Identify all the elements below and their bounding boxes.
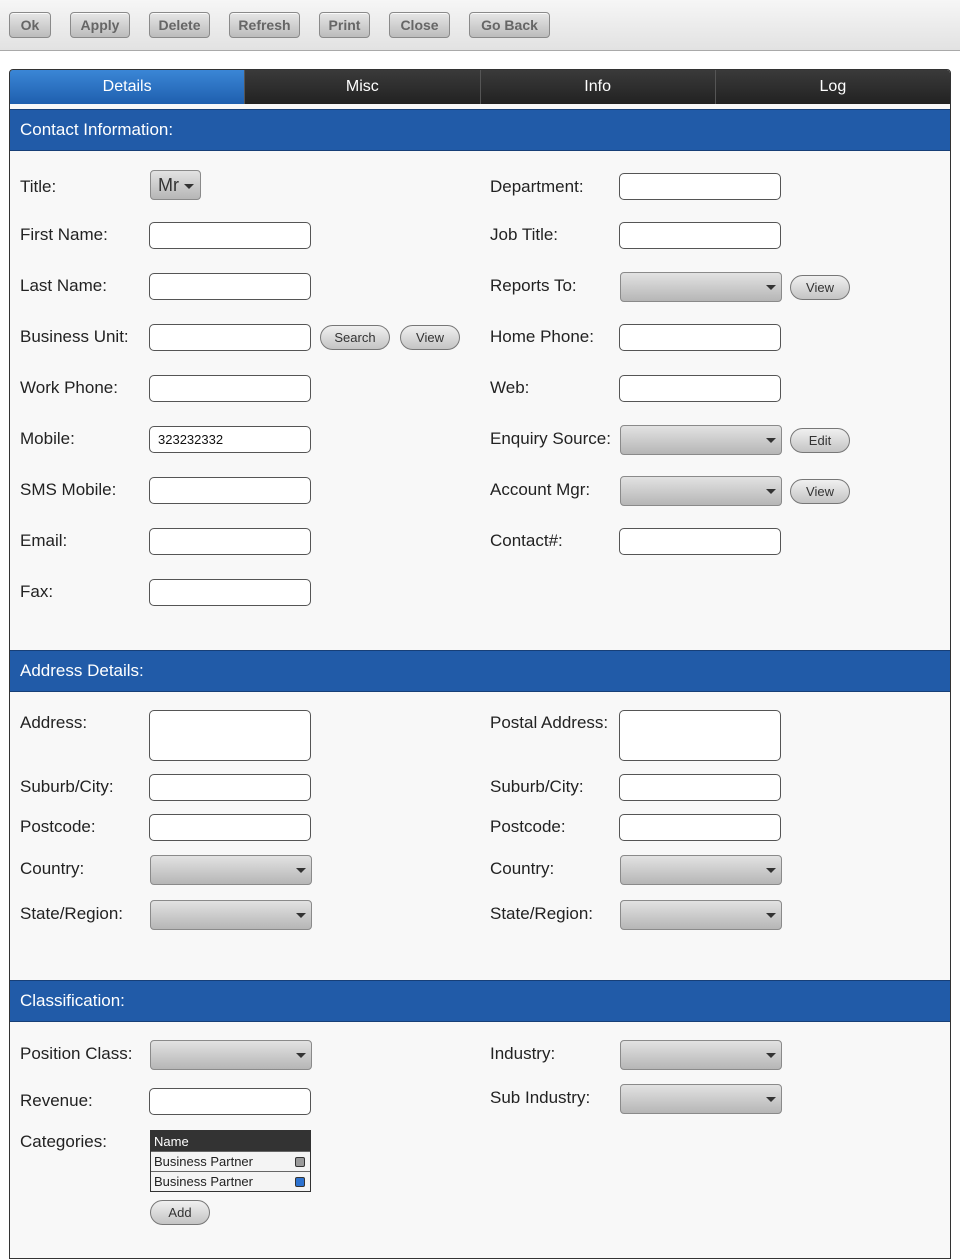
sub-industry-label: Sub Industry: bbox=[490, 1088, 591, 1107]
print-button[interactable]: Print bbox=[319, 12, 370, 38]
postal-suburb-city-label: Suburb/City: bbox=[490, 777, 584, 796]
postcode-label: Postcode: bbox=[20, 817, 96, 836]
email-field[interactable] bbox=[149, 528, 311, 555]
chevron-down-icon bbox=[766, 913, 776, 918]
refresh-button[interactable]: Refresh bbox=[229, 12, 300, 38]
delete-button[interactable]: Delete bbox=[149, 12, 210, 38]
revenue-field[interactable] bbox=[149, 1088, 311, 1115]
business-unit-label: Business Unit: bbox=[20, 327, 129, 346]
contact-number-label: Contact#: bbox=[490, 531, 563, 550]
postal-state-region-label: State/Region: bbox=[490, 904, 594, 923]
account-mgr-label: Account Mgr: bbox=[490, 480, 591, 499]
postal-postcode-label: Postcode: bbox=[490, 817, 566, 836]
ok-button[interactable]: Ok bbox=[9, 12, 51, 38]
contact-number-field[interactable] bbox=[619, 528, 781, 555]
last-name-label: Last Name: bbox=[20, 276, 107, 295]
country-label: Country: bbox=[20, 859, 85, 878]
reports-to-view-button[interactable]: View bbox=[790, 275, 850, 300]
category-name: Business Partner bbox=[154, 1174, 253, 1189]
postal-postcode-field[interactable] bbox=[619, 814, 781, 841]
checkbox-icon[interactable] bbox=[295, 1177, 305, 1187]
categories-table bbox=[150, 1130, 311, 1192]
postal-country-select[interactable] bbox=[620, 855, 782, 885]
business-unit-search-button[interactable]: Search bbox=[320, 325, 390, 350]
tab-log[interactable]: Log bbox=[715, 70, 950, 104]
account-mgr-select[interactable] bbox=[620, 476, 782, 506]
chevron-down-icon bbox=[766, 1097, 776, 1102]
close-button[interactable]: Close bbox=[389, 12, 450, 38]
postal-state-region-select[interactable] bbox=[620, 900, 782, 930]
mobile-field[interactable]: 323232332 bbox=[149, 426, 311, 453]
state-region-label: State/Region: bbox=[20, 904, 124, 923]
title-select[interactable] bbox=[150, 170, 201, 200]
address-label: Address: bbox=[20, 713, 88, 732]
chevron-down-icon bbox=[766, 868, 776, 873]
enquiry-source-select[interactable] bbox=[620, 425, 782, 455]
chevron-down-icon bbox=[296, 913, 306, 918]
reports-to-label: Reports To: bbox=[490, 276, 577, 295]
web-label: Web: bbox=[490, 378, 530, 397]
title-value: Mr bbox=[158, 174, 179, 195]
home-phone-field[interactable] bbox=[619, 324, 781, 351]
chevron-down-icon bbox=[766, 285, 776, 290]
position-class-select[interactable] bbox=[150, 1040, 312, 1070]
table-row[interactable] bbox=[151, 1151, 310, 1171]
address-details-header: Address Details: bbox=[10, 650, 950, 692]
chevron-down-icon bbox=[296, 868, 306, 873]
industry-label: Industry: bbox=[490, 1044, 556, 1063]
category-name: Business Partner bbox=[154, 1154, 253, 1169]
enquiry-source-edit-button[interactable]: Edit bbox=[790, 428, 850, 453]
department-label: Department: bbox=[490, 177, 584, 196]
chevron-down-icon bbox=[184, 184, 194, 189]
enquiry-source-label: Enquiry Source: bbox=[490, 429, 611, 448]
title-label: Title: bbox=[20, 177, 57, 196]
fax-field[interactable] bbox=[149, 579, 311, 606]
reports-to-select[interactable] bbox=[620, 272, 782, 302]
first-name-label: First Name: bbox=[20, 225, 108, 244]
position-class-label: Position Class: bbox=[20, 1044, 133, 1063]
checkbox-icon[interactable] bbox=[295, 1157, 305, 1167]
categories-table-header: Name bbox=[151, 1131, 310, 1151]
details-panel bbox=[9, 69, 951, 1259]
sms-mobile-field[interactable] bbox=[149, 477, 311, 504]
classification-header: Classification: bbox=[10, 980, 950, 1022]
fax-label: Fax: bbox=[20, 582, 54, 601]
postal-country-label: Country: bbox=[490, 859, 555, 878]
postal-address-textarea[interactable] bbox=[619, 710, 781, 761]
toolbar bbox=[0, 0, 960, 51]
postal-suburb-city-field[interactable] bbox=[619, 774, 781, 801]
country-select[interactable] bbox=[150, 855, 312, 885]
department-field[interactable] bbox=[619, 173, 781, 200]
table-row[interactable] bbox=[151, 1171, 310, 1191]
sms-mobile-label: SMS Mobile: bbox=[20, 480, 117, 499]
add-category-button[interactable]: Add bbox=[150, 1200, 210, 1225]
tab-details[interactable]: Details bbox=[10, 70, 244, 104]
first-name-field[interactable] bbox=[149, 222, 311, 249]
work-phone-field[interactable] bbox=[149, 375, 311, 402]
go-back-button[interactable]: Go Back bbox=[469, 12, 550, 38]
postal-address-label: Postal Address: bbox=[490, 713, 609, 732]
business-unit-view-button[interactable]: View bbox=[400, 325, 460, 350]
last-name-field[interactable] bbox=[149, 273, 311, 300]
tab-info[interactable]: Info bbox=[480, 70, 715, 104]
tab-misc[interactable]: Misc bbox=[244, 70, 479, 104]
web-field[interactable] bbox=[619, 375, 781, 402]
state-region-select[interactable] bbox=[150, 900, 312, 930]
industry-select[interactable] bbox=[620, 1040, 782, 1070]
chevron-down-icon bbox=[766, 438, 776, 443]
postcode-field[interactable] bbox=[149, 814, 311, 841]
mobile-label: Mobile: bbox=[20, 429, 75, 448]
email-label: Email: bbox=[20, 531, 68, 550]
categories-label: Categories: bbox=[20, 1132, 107, 1151]
tab-bar bbox=[10, 70, 950, 104]
address-textarea[interactable] bbox=[149, 710, 311, 761]
suburb-city-label: Suburb/City: bbox=[20, 777, 114, 796]
chevron-down-icon bbox=[766, 1053, 776, 1058]
job-title-label: Job Title: bbox=[490, 225, 559, 244]
contact-information-header: Contact Information: bbox=[10, 109, 950, 151]
business-unit-field[interactable] bbox=[149, 324, 311, 351]
work-phone-label: Work Phone: bbox=[20, 378, 118, 397]
revenue-label: Revenue: bbox=[20, 1091, 93, 1110]
suburb-city-field[interactable] bbox=[149, 774, 311, 801]
chevron-down-icon bbox=[766, 489, 776, 494]
home-phone-label: Home Phone: bbox=[490, 327, 594, 346]
account-mgr-view-button[interactable]: View bbox=[790, 479, 850, 504]
sub-industry-select[interactable] bbox=[620, 1084, 782, 1114]
apply-button[interactable]: Apply bbox=[70, 12, 130, 38]
chevron-down-icon bbox=[296, 1053, 306, 1058]
job-title-field[interactable] bbox=[619, 222, 781, 249]
